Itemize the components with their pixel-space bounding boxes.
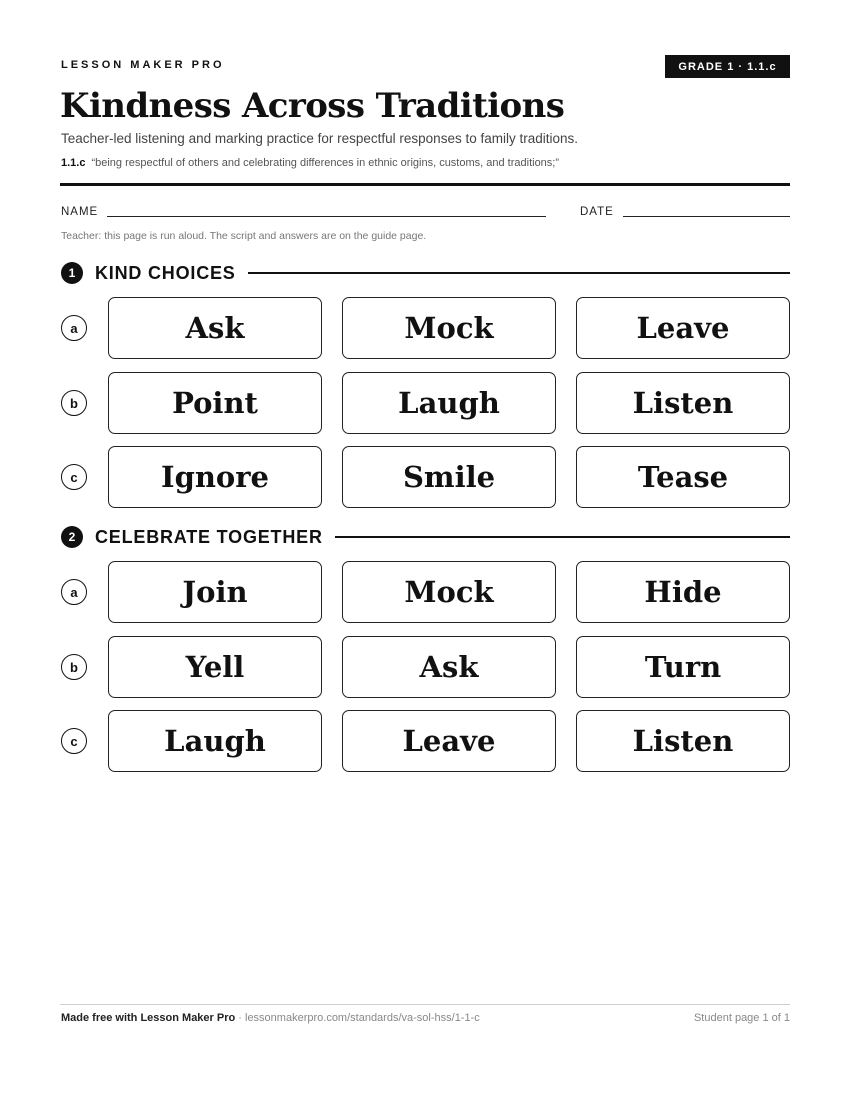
row-letter: b — [61, 390, 87, 416]
choice-card[interactable]: Leave — [576, 297, 790, 359]
date-label: DATE — [580, 206, 614, 218]
choice-card[interactable]: Listen — [576, 710, 790, 772]
footer-divider — [60, 1004, 790, 1005]
standard-text: “being respectful of others and celebrating differences in ethnic origins, customs, and traditions;” — [91, 157, 560, 169]
section-divider — [248, 272, 790, 274]
choice-card[interactable]: Yell — [108, 636, 322, 698]
section-divider — [335, 536, 790, 538]
choice-card[interactable]: Leave — [342, 710, 556, 772]
question-row — [61, 372, 790, 434]
choice-card[interactable]: Hide — [576, 561, 790, 623]
row-letter: c — [61, 464, 87, 490]
section-number: 2 — [61, 526, 83, 548]
brand-name: LESSON MAKER PRO — [61, 59, 225, 71]
section-kind-choices — [61, 262, 790, 284]
section-title: KIND CHOICES — [95, 262, 236, 283]
footer-made-with: Made free with Lesson Maker Pro — [61, 1012, 236, 1024]
row-letter: a — [61, 315, 87, 341]
choice-card[interactable]: Turn — [576, 636, 790, 698]
choice-card[interactable]: Mock — [342, 561, 556, 623]
choice-card[interactable]: Mock — [342, 297, 556, 359]
choice-card[interactable]: Point — [108, 372, 322, 434]
question-row — [61, 297, 790, 359]
name-field[interactable] — [107, 216, 546, 217]
choice-card[interactable]: Ask — [342, 636, 556, 698]
footer-page-label: Student page 1 of 1 — [693, 1012, 790, 1024]
choice-card[interactable]: Listen — [576, 372, 790, 434]
grade-badge: GRADE 1 · 1.1.c — [665, 55, 790, 78]
section-number: 1 — [61, 262, 83, 284]
teacher-note: Teacher: this page is run aloud. The script and answers are on the guide page. — [61, 230, 427, 242]
question-row — [61, 636, 790, 698]
question-row — [61, 446, 790, 508]
footer-credit — [61, 1012, 480, 1024]
footer-separator: · — [235, 1012, 245, 1024]
page-subtitle: Teacher-led listening and marking practice for respectful responses to family traditions. — [61, 131, 578, 146]
standard-code: 1.1.c — [61, 157, 86, 169]
choice-card[interactable]: Ignore — [108, 446, 322, 508]
date-field[interactable] — [623, 216, 790, 217]
row-letter: b — [61, 654, 87, 680]
choice-card[interactable]: Join — [108, 561, 322, 623]
section-celebrate-together — [61, 526, 790, 548]
page-title: Kindness Across Traditions — [60, 86, 565, 126]
row-letter: c — [61, 728, 87, 754]
choice-card[interactable]: Laugh — [342, 372, 556, 434]
standard-line — [61, 157, 559, 169]
choice-card[interactable]: Ask — [108, 297, 322, 359]
name-label: NAME — [61, 206, 99, 218]
choice-card[interactable]: Laugh — [108, 710, 322, 772]
section-title: CELEBRATE TOGETHER — [95, 526, 323, 547]
choice-card[interactable]: Smile — [342, 446, 556, 508]
row-letter: a — [61, 579, 87, 605]
question-row — [61, 561, 790, 623]
footer-url[interactable]: lessonmakerpro.com/standards/va-sol-hss/1-1-c — [245, 1012, 480, 1024]
choice-card[interactable]: Tease — [576, 446, 790, 508]
question-row — [61, 710, 790, 772]
header-divider — [60, 183, 790, 186]
